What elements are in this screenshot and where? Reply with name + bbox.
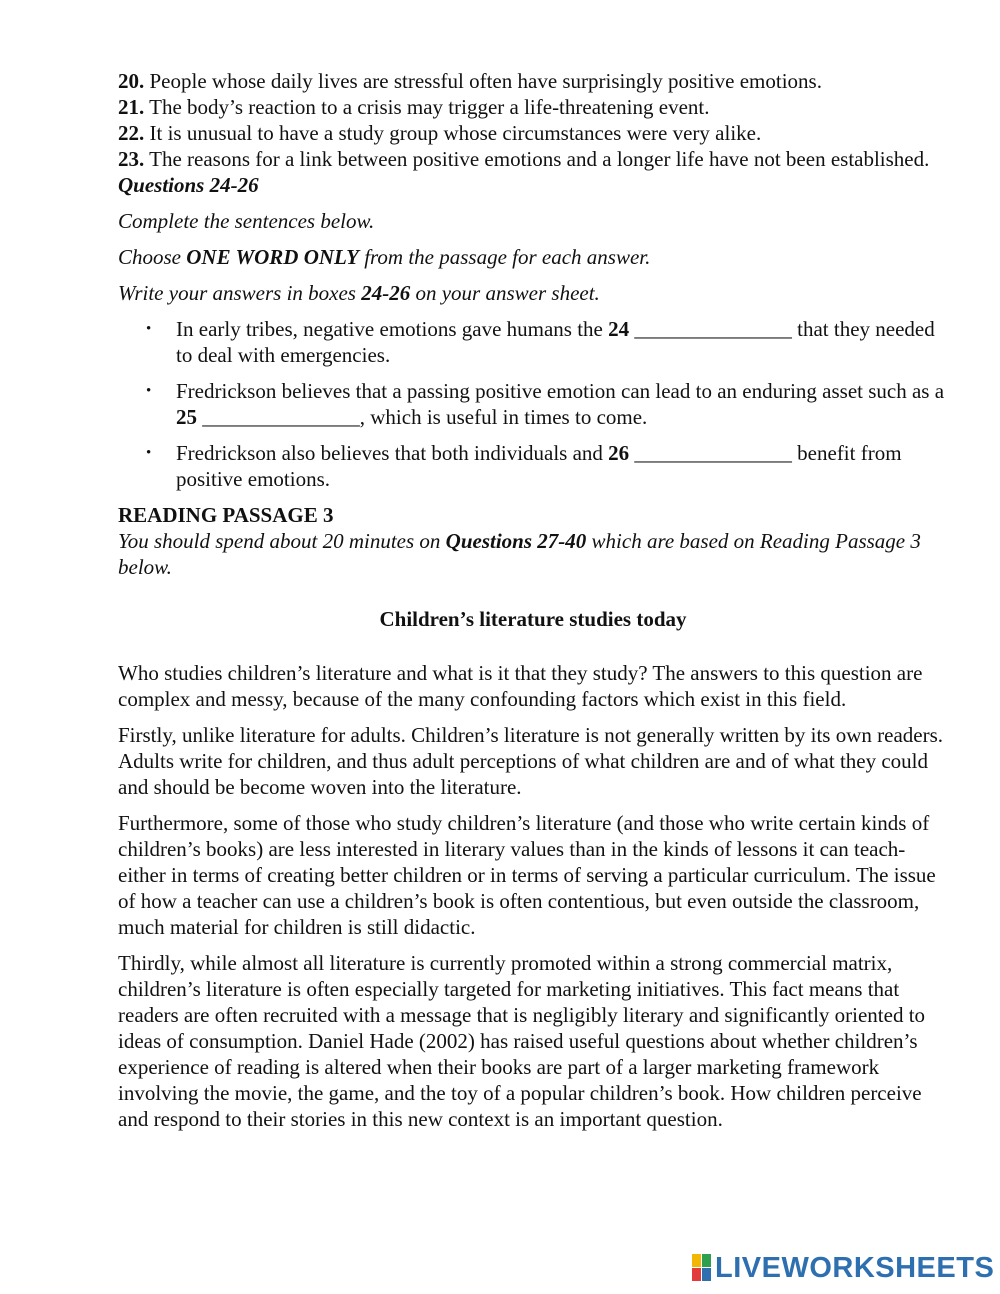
answer-blank-26[interactable]: _______________ bbox=[629, 441, 798, 465]
worksheet-page bbox=[118, 68, 948, 1142]
reading-passage-title: READING PASSAGE 3 bbox=[118, 503, 334, 527]
answer-blank-24[interactable]: _______________ bbox=[629, 317, 798, 341]
logo-mark-tile bbox=[692, 1254, 701, 1267]
gap-fill-item-25: • Fredrickson believes that a passing positive emotion can lead to an enduring asset such as a 25 _______________, which is useful in times to come. bbox=[176, 378, 948, 430]
logo-mark-tile bbox=[702, 1268, 711, 1281]
statement-22: 22. It is unusual to have a study group whose circumstances were very alike. bbox=[118, 121, 762, 145]
article-paragraph-3: Furthermore, some of those who study children’s literature (and those who write certain kinds of children’s books) are less interested in literary values than in the kinds of lessons it can teach- either in terms of creating better children or in terms of serving a particular curriculum. The issue of how a teacher can use a children’s book is often contentious, but even outside the classroom, much material for children is still didactic. bbox=[118, 811, 936, 939]
answer-blank-25[interactable]: _______________ bbox=[197, 405, 360, 429]
instruction-complete: Complete the sentences below. bbox=[118, 209, 375, 233]
logo-mark-tile bbox=[692, 1268, 701, 1281]
gap-fill-list bbox=[118, 316, 948, 492]
logo-mark-icon bbox=[692, 1254, 711, 1281]
logo-mark-tile bbox=[702, 1254, 711, 1267]
statement-20: 20. People whose daily lives are stressful often have surprisingly positive emotions. bbox=[118, 69, 822, 93]
instruction-choose: Choose ONE WORD ONLY from the passage for each answer. bbox=[118, 245, 651, 269]
article-title: Children’s literature studies today bbox=[379, 607, 687, 631]
reading-passage-instruction: You should spend about 20 minutes on Questions 27-40 which are based on Reading Passage 3 below. bbox=[118, 529, 921, 579]
article-paragraph-1: Who studies children’s literature and what is it that they study? The answers to this question are complex and messy, because of the many confounding factors which exist in this field. bbox=[118, 661, 923, 711]
article-paragraph-4: Thirdly, while almost all literature is currently promoted within a strong commercial matrix, children’s literature is often especially targeted for marketing initiatives. This fact means that readers are often recruited with a message that is negligibly literary and significantly oriented to ideas of consumption. Daniel Hade (2002) has raised useful questions about whether children’s experience of reading is altered when their books are part of a larger marketing framework involving the movie, the game, and the toy of a popular children’s book. How children perceive and respond to their stories in this new context is an important question. bbox=[118, 951, 926, 1131]
gap-fill-item-24: • In early tribes, negative emotions gave humans the 24 _______________ that they needed to deal with emergencies. bbox=[176, 316, 948, 368]
liveworksheets-logo[interactable] bbox=[692, 1251, 995, 1284]
statement-21: 21. The body’s reaction to a crisis may trigger a life-threatening event. bbox=[118, 95, 710, 119]
questions-heading: Questions 24-26 bbox=[118, 173, 259, 197]
logo-text: LIVEWORKSHEETS bbox=[715, 1251, 995, 1284]
instruction-write: Write your answers in boxes 24-26 on your answer sheet. bbox=[118, 281, 600, 305]
gap-fill-item-26: • Fredrickson also believes that both individuals and 26 _______________ benefit from positive emotions. bbox=[176, 440, 948, 492]
statement-list bbox=[118, 68, 948, 172]
statement-23: 23. The reasons for a link between positive emotions and a longer life have not been established. bbox=[118, 147, 930, 171]
article-paragraph-2: Firstly, unlike literature for adults. Children’s literature is not generally written by its own readers. Adults write for children, and thus adult perceptions of what children are and of what they could and should be become woven into the literature. bbox=[118, 723, 944, 799]
